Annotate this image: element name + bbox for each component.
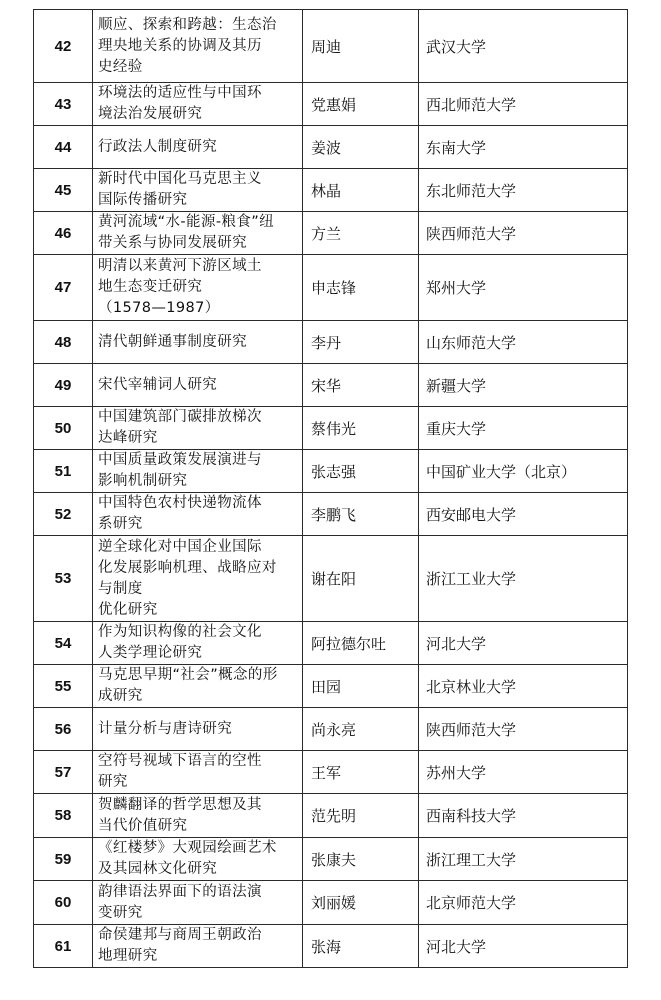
- institution: 新疆大学: [419, 364, 628, 407]
- table-row: [34, 881, 628, 925]
- project-leader: 阿拉德尔吐: [303, 622, 419, 665]
- project-title-line: 命侯建邦与商周王朝政治: [98, 927, 262, 943]
- table-row: [34, 10, 628, 83]
- row-number: 59: [34, 838, 93, 881]
- project-leader: 李丹: [303, 321, 419, 364]
- table-row: [34, 255, 628, 321]
- project-title: [93, 665, 303, 708]
- institution: 西南科技大学: [419, 794, 628, 838]
- row-number: 56: [34, 708, 93, 751]
- project-leader: 王军: [303, 751, 419, 794]
- row-number: 54: [34, 622, 93, 665]
- project-title-line: 优化研究: [98, 601, 158, 618]
- project-leader: 方兰: [303, 212, 419, 255]
- table-row: [34, 708, 628, 751]
- row-number: 58: [34, 794, 93, 838]
- project-title: [93, 536, 303, 622]
- row-number: 46: [34, 212, 93, 255]
- table-row: [34, 126, 628, 169]
- table-row: [34, 536, 628, 622]
- table-row: [34, 665, 628, 708]
- project-title: [93, 794, 303, 838]
- project-title: [93, 364, 303, 407]
- project-title: [93, 83, 303, 126]
- project-leader: 谢在阳: [303, 536, 419, 622]
- project-leader: 范先明: [303, 794, 419, 838]
- project-leader: 党惠娟: [303, 83, 419, 126]
- project-leader: 张志强: [303, 450, 419, 493]
- table-row: [34, 364, 628, 407]
- row-number: 53: [34, 536, 93, 622]
- institution: 北京师范大学: [419, 881, 628, 925]
- institution: 重庆大学: [419, 407, 628, 450]
- project-title: [93, 622, 303, 665]
- project-title-line: 贺麟翻译的哲学思想及其: [98, 796, 262, 813]
- project-title-line: 史经验: [98, 58, 143, 75]
- project-title: [93, 881, 303, 925]
- project-title-line: 中国建筑部门碳排放梯次: [98, 409, 262, 425]
- project-title-line: 当代价值研究: [98, 817, 188, 834]
- project-leader: 李鹏飞: [303, 493, 419, 536]
- project-title-line: 明清以来黄河下游区域土: [98, 258, 262, 274]
- project-title: [93, 751, 303, 794]
- institution: 浙江理工大学: [419, 838, 628, 881]
- project-title-line: 带关系与协同发展研究: [98, 235, 247, 251]
- table-row: [34, 169, 628, 212]
- project-title: [93, 212, 303, 255]
- project-title: [93, 708, 303, 751]
- project-title-line: 逆全球化对中国企业国际: [98, 538, 262, 555]
- table-row: [34, 751, 628, 794]
- row-number: 44: [34, 126, 93, 169]
- table-row: [34, 838, 628, 881]
- project-title-line: 地生态变迁研究: [98, 279, 203, 295]
- institution: 河北大学: [419, 925, 628, 968]
- row-number: 49: [34, 364, 93, 407]
- row-number: 45: [34, 169, 93, 212]
- table-row: [34, 493, 628, 536]
- project-title-line: 韵律语法界面下的语法演: [98, 883, 262, 900]
- project-title: [93, 450, 303, 493]
- institution: 中国矿业大学（北京）: [419, 450, 628, 493]
- row-number: 51: [34, 450, 93, 493]
- project-title-line: 研究: [98, 774, 128, 790]
- project-title-line: 达峰研究: [98, 430, 158, 446]
- institution: 苏州大学: [419, 751, 628, 794]
- row-number: 47: [34, 255, 93, 321]
- project-title: [93, 126, 303, 169]
- project-title-line: 地理研究: [98, 948, 158, 964]
- project-title-line: 化发展影响机理、战略应对: [98, 559, 277, 576]
- project-title-line: 空符号视域下语言的空性: [98, 753, 262, 769]
- institution: 郑州大学: [419, 255, 628, 321]
- project-title-line: 计量分析与唐诗研究: [98, 720, 233, 737]
- row-number: 43: [34, 83, 93, 126]
- project-leader: 张康夫: [303, 838, 419, 881]
- project-title-line: 及其园林文化研究: [98, 861, 218, 877]
- project-title-line: 《红楼梦》大观园绘画艺术: [98, 840, 277, 856]
- project-title: [93, 255, 303, 321]
- institution: 浙江工业大学: [419, 536, 628, 622]
- project-title-line: 变研究: [98, 904, 143, 921]
- table-row: [34, 622, 628, 665]
- project-title-line: 国际传播研究: [98, 192, 188, 208]
- row-number: 61: [34, 925, 93, 968]
- project-list-table: [33, 9, 628, 968]
- row-number: 52: [34, 493, 93, 536]
- institution: 陕西师范大学: [419, 708, 628, 751]
- project-list-body: [34, 10, 628, 968]
- institution: 东南大学: [419, 126, 628, 169]
- row-number: 42: [34, 10, 93, 83]
- row-number: 55: [34, 665, 93, 708]
- project-title-line: 境法治发展研究: [98, 106, 203, 122]
- row-number: 48: [34, 321, 93, 364]
- project-leader: 张海: [303, 925, 419, 968]
- project-leader: 周迪: [303, 10, 419, 83]
- project-title-line: 影响机制研究: [98, 473, 188, 489]
- project-title-line: 中国质量政策发展演进与: [98, 452, 262, 468]
- table-row: [34, 321, 628, 364]
- row-number: 50: [34, 407, 93, 450]
- institution: 西北师范大学: [419, 83, 628, 126]
- project-title-line: 系研究: [98, 516, 143, 532]
- institution: 河北大学: [419, 622, 628, 665]
- table-row: [34, 794, 628, 838]
- table-row: [34, 83, 628, 126]
- institution: 武汉大学: [419, 10, 628, 83]
- project-leader: 宋华: [303, 364, 419, 407]
- project-title-line: 环境法的适应性与中国环: [98, 85, 262, 101]
- project-title: [93, 321, 303, 364]
- project-title-line: 人类学理论研究: [98, 645, 203, 661]
- project-leader: 田园: [303, 665, 419, 708]
- project-leader: 林晶: [303, 169, 419, 212]
- project-leader: 尚永亮: [303, 708, 419, 751]
- table-row: [34, 212, 628, 255]
- project-title-line: 与制度: [98, 580, 143, 597]
- institution: 北京林业大学: [419, 665, 628, 708]
- project-title-line: 理央地关系的协调及其历: [98, 37, 262, 54]
- project-leader: 申志锋: [303, 255, 419, 321]
- project-leader: 姜波: [303, 126, 419, 169]
- project-title-line: 顺应、探索和跨越：生态治: [98, 16, 277, 33]
- project-title: [93, 10, 303, 83]
- project-title-line: 马克思早期“社会”概念的形: [98, 667, 278, 683]
- project-leader: 刘丽媛: [303, 881, 419, 925]
- project-title-line: 作为知识构像的社会文化: [98, 624, 262, 640]
- row-number: 60: [34, 881, 93, 925]
- project-title-line: 新时代中国化马克思主义: [98, 171, 262, 187]
- institution: 西安邮电大学: [419, 493, 628, 536]
- project-title: [93, 838, 303, 881]
- project-title-line: 宋代宰辅词人研究: [98, 376, 218, 393]
- table-row: [34, 450, 628, 493]
- project-title-line: 黄河流域“水-能源-粮食”纽: [98, 214, 275, 230]
- project-title: [93, 407, 303, 450]
- project-title-line: 成研究: [98, 688, 143, 704]
- institution: 东北师范大学: [419, 169, 628, 212]
- table-row: [34, 925, 628, 968]
- project-title: [93, 493, 303, 536]
- table-row: [34, 407, 628, 450]
- institution: 陕西师范大学: [419, 212, 628, 255]
- institution: 山东师范大学: [419, 321, 628, 364]
- project-title-line: 清代朝鲜通事制度研究: [98, 333, 247, 350]
- project-title-line: （1578—1987）: [98, 300, 220, 316]
- project-title-line: 中国特色农村快递物流体: [98, 495, 262, 511]
- project-title: [93, 925, 303, 968]
- row-number: 57: [34, 751, 93, 794]
- project-leader: 蔡伟光: [303, 407, 419, 450]
- project-title: [93, 169, 303, 212]
- project-title-line: 行政法人制度研究: [98, 138, 218, 155]
